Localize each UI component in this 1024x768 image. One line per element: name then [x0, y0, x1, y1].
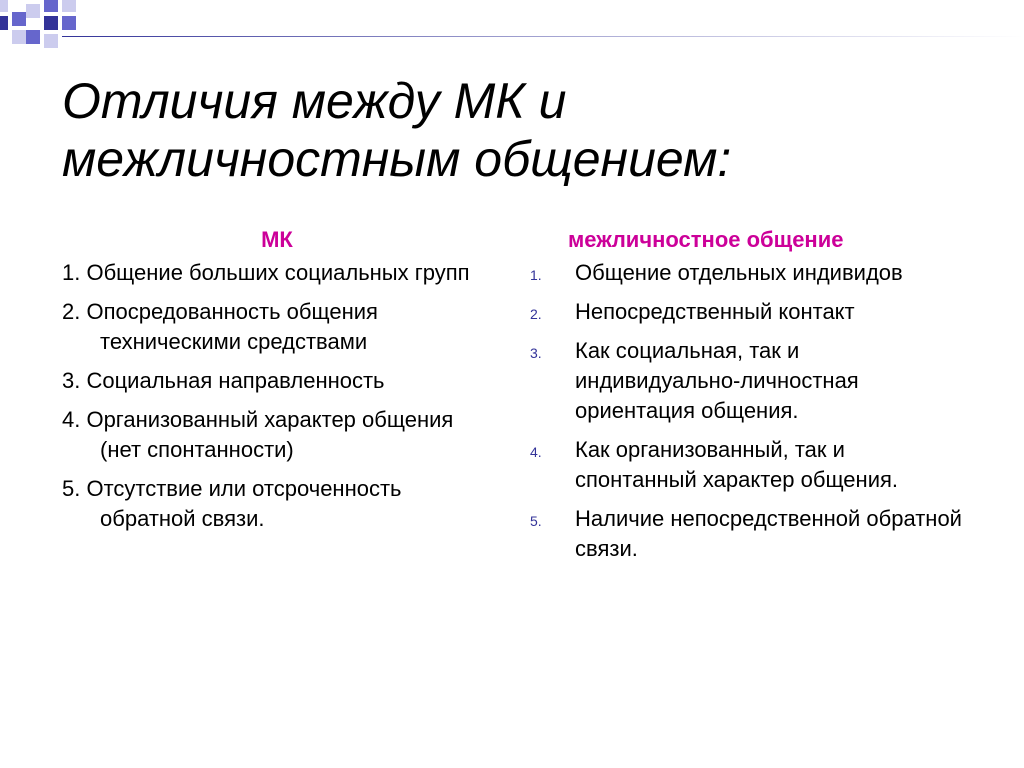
- column-header-interpersonal: межличностное общение: [568, 227, 844, 252]
- column-interpersonal: [530, 225, 970, 573]
- interpersonal-list: [530, 258, 970, 564]
- decor-square: [12, 30, 26, 44]
- column-header-mk: МК: [261, 227, 293, 252]
- decor-line: [62, 36, 1024, 37]
- mk-list: [62, 258, 492, 534]
- item-number: 2.: [530, 306, 542, 322]
- decor-square: [12, 12, 26, 26]
- list-item: 5. Отсутствие или отсроченность обратной связи.: [62, 476, 402, 531]
- item-number: 5.: [530, 513, 542, 529]
- list-item: 1. Общение больших социальных групп: [62, 260, 470, 285]
- list-item: 3. Социальная направленность: [62, 368, 385, 393]
- decor-square: [0, 16, 8, 30]
- column-mk: [62, 225, 492, 543]
- item-text: Как организованный, так и спонтанный характер общения.: [575, 437, 899, 492]
- decor-square: [44, 16, 58, 30]
- list-item: 4. Организованный характер общения (нет спонтанности): [62, 407, 454, 462]
- decor-square: [44, 34, 58, 48]
- list-item: 2. Опосредованность общения техническими средствами: [62, 299, 378, 354]
- decor-square: [44, 0, 58, 12]
- decor-square: [26, 4, 40, 18]
- list-item: [530, 297, 970, 327]
- slide-title: Отличия между МК и межличностным общением:: [62, 73, 732, 187]
- item-text: Наличие непосредственной обратной связи.: [575, 506, 962, 561]
- list-item: [530, 435, 970, 495]
- item-number: 3.: [530, 345, 542, 361]
- item-number: 4.: [530, 444, 542, 460]
- item-number: 1.: [530, 267, 542, 283]
- decor-square: [26, 30, 40, 44]
- item-text: Непосредственный контакт: [575, 299, 855, 324]
- list-item: [530, 258, 970, 288]
- list-item: [530, 504, 970, 564]
- decor-square: [0, 0, 8, 12]
- list-item: [530, 336, 970, 426]
- item-text: Как социальная, так и индивидуально-личностная ориентация общения.: [575, 338, 859, 423]
- decor-square: [62, 16, 76, 30]
- decor-square: [62, 0, 76, 12]
- header-decoration: [0, 0, 1024, 62]
- item-text: Общение отдельных индивидов: [575, 260, 903, 285]
